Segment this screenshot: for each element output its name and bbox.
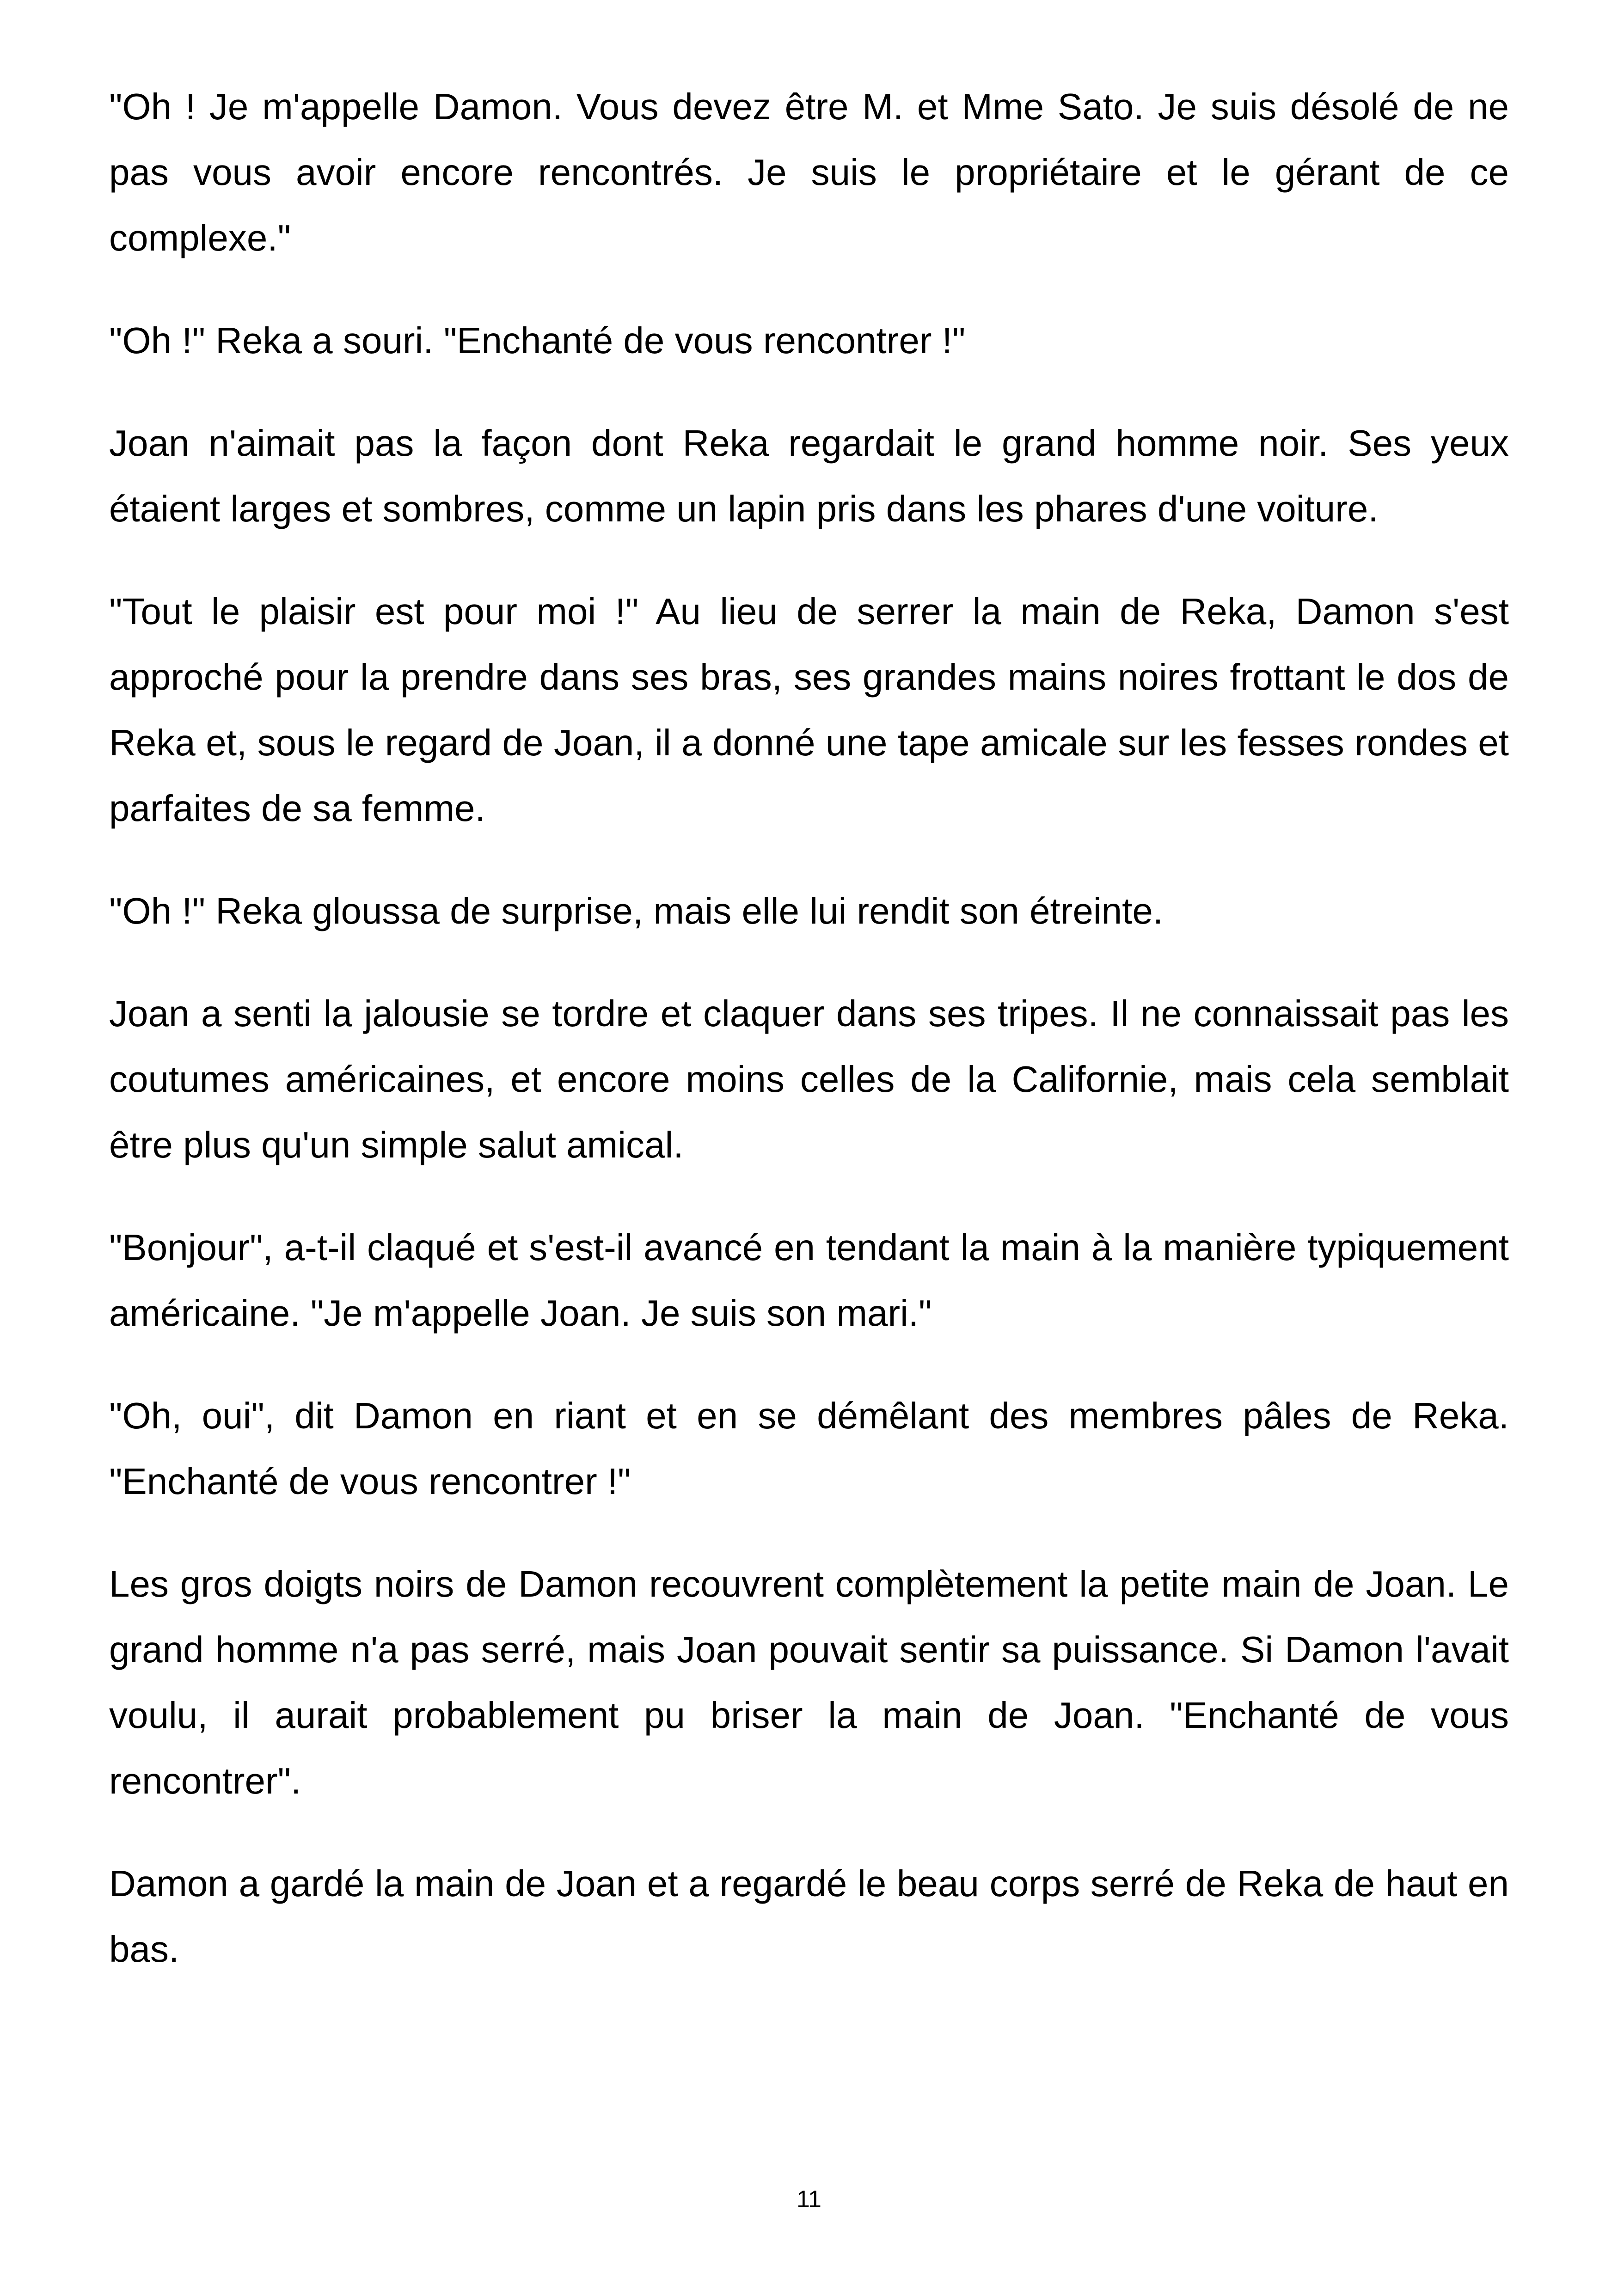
paragraph: Les gros doigts noirs de Damon recouvrent complètement la petite main de Joan. Le grand homme n'a pas serré, mais Joan pouvait sentir sa puissance. Si Damon l'avait voulu, il aurait probablement pu briser la main de Joan. "Enchanté de vous rencontrer". — [109, 1563, 1509, 1801]
paragraph: "Oh !" Reka a souri. "Enchanté de vous rencontrer !" — [109, 320, 966, 361]
paragraph: "Oh !" Reka gloussa de surprise, mais elle lui rendit son étreinte. — [109, 890, 1164, 931]
body-text — [109, 74, 1509, 2019]
paragraph: "Bonjour", a-t-il claqué et s'est-il avancé en tendant la main à la manière typiquement américaine. "Je m'appelle Joan. Je suis son mari." — [109, 1227, 1509, 1334]
paragraph: Joan n'aimait pas la façon dont Reka regardait le grand homme noir. Ses yeux étaient larges et sombres, comme un lapin pris dans les phares d'une voiture. — [109, 422, 1509, 529]
paragraph: Joan a senti la jalousie se tordre et claquer dans ses tripes. Il ne connaissait pas les coutumes américaines, et encore moins celles de la Californie, mais cela semblait être plus qu'un simple salut amical. — [109, 993, 1509, 1165]
paragraph: Damon a gardé la main de Joan et a regardé le beau corps serré de Reka de haut en bas. — [109, 1863, 1509, 1970]
paragraph: "Oh, oui", dit Damon en riant et en se démêlant des membres pâles de Reka. "Enchanté de vous rencontrer !" — [109, 1395, 1509, 1502]
page-number: 11 — [797, 2186, 821, 2213]
paragraph: "Oh ! Je m'appelle Damon. Vous devez être M. et Mme Sato. Je suis désolé de ne pas vous avoir encore rencontrés. Je suis le propriétaire et le gérant de ce complexe." — [109, 86, 1509, 258]
paragraph: "Tout le plaisir est pour moi !" Au lieu de serrer la main de Reka, Damon s'est approché pour la prendre dans ses bras, ses grandes mains noires frottant le dos de Reka et, sous le regard de Joan, il a donné une tape amicale sur les fesses rondes et parfaites de sa femme. — [109, 591, 1509, 829]
